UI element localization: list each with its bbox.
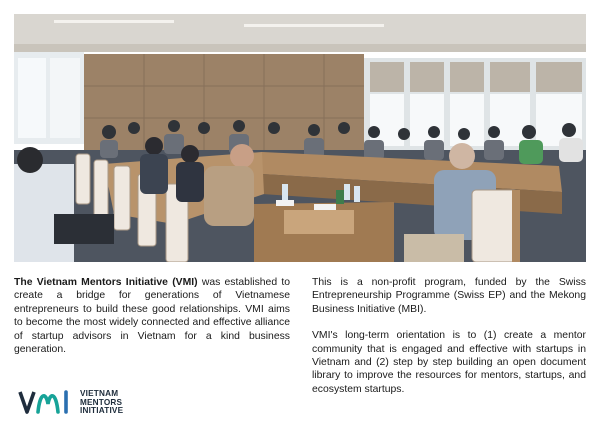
conference-photo [14,14,586,262]
intro-text: was established to create a bridge for generations of Vietnamese entrepreneurs to build these good relationships. VMI aims to become the most widely connected and effective alliance of startup advisors in Vietnam for a kind business generation. [14,277,290,356]
intro-column [14,276,290,356]
vmi-logo-wordmark [80,390,123,416]
orientation-paragraph: VMI's long-term orientation is to (1) create a mentor community that is engaged and effective with startups in Vietnam and (2) step by step building an open document library to improve the resources for mentors, startups, and ecosystem startups. [312,330,586,395]
vmi-logo-mark-icon [18,388,76,416]
details-column [312,276,586,396]
intro-paragraph [14,276,290,356]
funding-paragraph: This is a non-profit program, funded by the Swiss Entrepreneurship Programme (Swiss EP) and the Mekong Business Initiative (MBI). [312,277,586,315]
vmi-logo [18,385,158,419]
org-name: The Vietnam Mentors Initiative (VMI) [14,277,198,288]
logo-line-vietnam: VIETNAM [80,389,119,398]
logo-line-initiative: INITIATIVE [80,406,124,416]
logo-line-mentors: MENTORS [80,397,123,407]
